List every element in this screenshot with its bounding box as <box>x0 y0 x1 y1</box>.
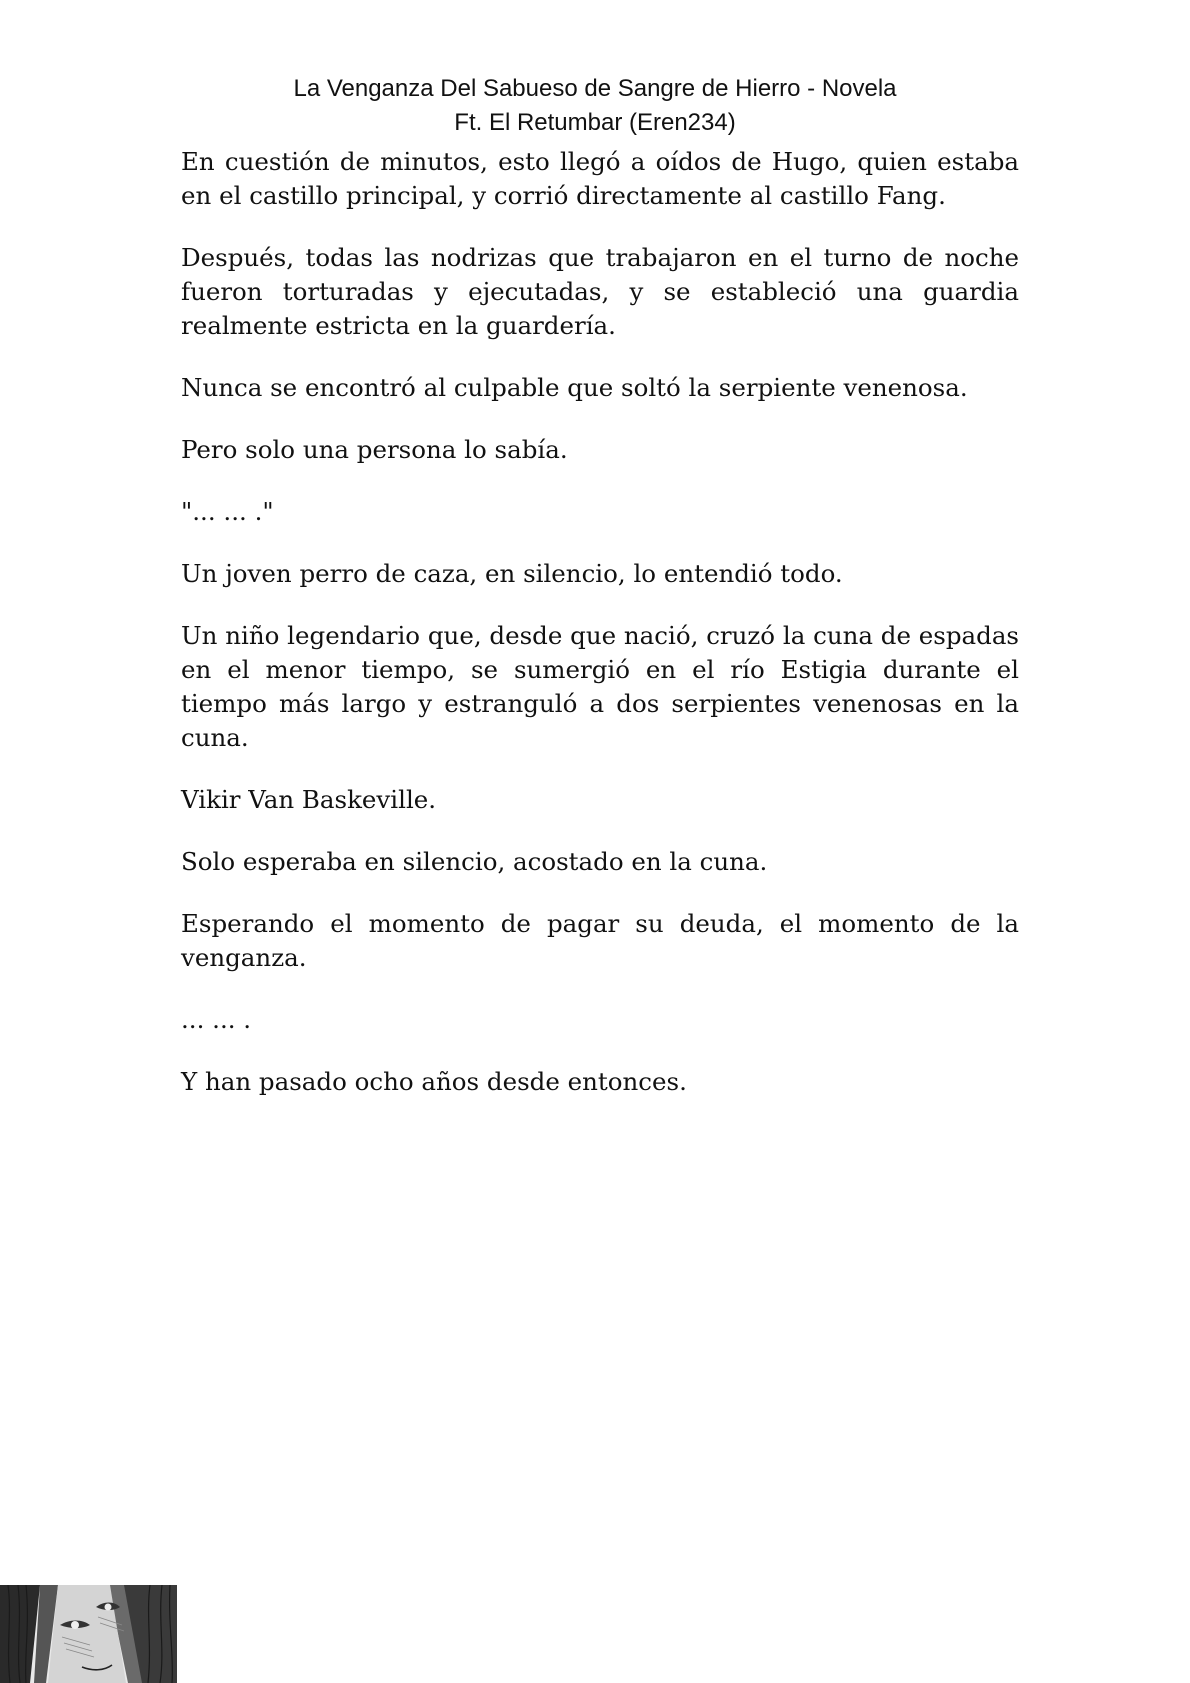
paragraph: "... ... ." <box>181 497 274 526</box>
paragraph: Después, todas las nodrizas que trabajaron en el turno de noche fueron torturadas y ejecutadas, y se estableció una guardia realmente estricta en la guardería. <box>181 243 1019 340</box>
paragraph: Solo esperaba en silencio, acostado en la cuna. <box>181 847 768 876</box>
paragraph: Pero solo una persona lo sabía. <box>181 435 568 464</box>
paragraph: Un niño legendario que, desde que nació, cruzó la cuna de espadas en el menor tiempo, se sumergió en el río Estigia durante el tiempo más largo y estranguló a dos serpientes venenosas en la cuna. <box>181 621 1019 752</box>
page-header <box>0 72 1190 140</box>
paragraph: Vikir Van Baskeville. <box>181 785 437 814</box>
paragraph: Esperando el momento de pagar su deuda, el momento de la venganza. <box>181 909 1019 972</box>
paragraph: ... ... . <box>181 1005 252 1034</box>
header-subtitle: Ft. El Retumbar (Eren234) <box>454 109 736 136</box>
paragraph: En cuestión de minutos, esto llegó a oídos de Hugo, quien estaba en el castillo principal, y corrió directamente al castillo Fang. <box>181 147 1019 210</box>
paragraph: Nunca se encontró al culpable que soltó la serpiente venenosa. <box>181 373 968 402</box>
paragraph: Y han pasado ocho años desde entonces. <box>181 1067 687 1096</box>
header-title: La Venganza Del Sabueso de Sangre de Hierro - Novela <box>293 75 897 102</box>
paragraph: Un joven perro de caza, en silencio, lo entendió todo. <box>181 559 843 588</box>
body-text <box>181 145 1019 1127</box>
footer-portrait-image <box>0 1585 177 1683</box>
